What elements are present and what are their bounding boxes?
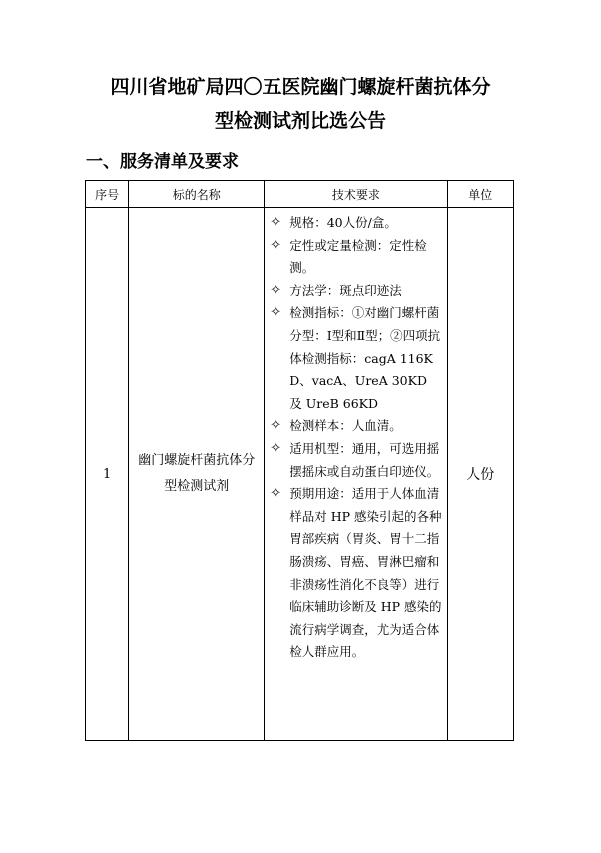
requirements-list (269, 212, 442, 664)
requirement-text: 定性或定量检测：定性检测。 (289, 237, 427, 276)
service-list-table (85, 180, 514, 741)
list-item (269, 302, 442, 415)
cell-unit: 人份 (447, 208, 514, 741)
diamond-bullet-icon: ✧ (270, 237, 282, 253)
diamond-bullet-icon: ✧ (270, 215, 282, 230)
list-item (269, 235, 442, 280)
requirement-text: 方法学：斑点印迹法 (289, 282, 402, 298)
cell-item-name: 幽门螺旋杆菌抗体分型检测试剂 (129, 208, 265, 741)
requirement-text: 检测样本：人血清。 (289, 418, 402, 434)
list-item (269, 212, 442, 235)
table-header-row (86, 181, 514, 208)
diamond-bullet-icon: ✧ (270, 282, 282, 298)
requirement-text: 检测指标：①对幽门螺杆菌分型：Ⅰ型和Ⅱ型；②四项抗体检测指标：cagA 116KD、vacA、UreA 30KD 及 UreB 66KD (289, 305, 441, 411)
title-line-2: 型检测试剂比选公告 (214, 110, 386, 132)
cell-seq: 1 (86, 208, 129, 741)
requirement-text: 预期用途：适用于人体血清样品对 HP 感染引起的各种胃部疾病（胃炎、胃十二指肠溃疡、胃癌、胃淋巴瘤和非溃疡性消化不良等）进行临床辅助诊断及 HP 感染的流行病学调查，尤为适合体检人群应用。 (289, 486, 442, 660)
requirement-text: 规格：40人份/盒。 (289, 215, 397, 230)
header-seq: 序号 (86, 181, 129, 208)
section-heading: 一、服务清单及要求 (86, 152, 239, 172)
header-tech-requirements: 技术要求 (265, 181, 447, 208)
list-item (269, 415, 442, 438)
list-item (269, 483, 442, 664)
document-title (80, 70, 521, 138)
diamond-bullet-icon: ✧ (270, 486, 282, 502)
diamond-bullet-icon: ✧ (270, 418, 282, 434)
diamond-bullet-icon: ✧ (270, 440, 282, 456)
table-row (86, 208, 514, 741)
requirement-text: 适用机型：通用，可选用摇摆摇床或自动蛋白印迹仪。 (289, 440, 440, 479)
header-item-name: 标的名称 (129, 181, 265, 208)
cell-tech-requirements (265, 208, 447, 741)
list-item (269, 438, 442, 483)
diamond-bullet-icon: ✧ (270, 305, 282, 321)
list-item (269, 280, 442, 303)
title-line-1: 四川省地矿局四〇五医院幽门螺旋杆菌抗体分 (110, 76, 491, 98)
header-unit: 单位 (447, 181, 514, 208)
